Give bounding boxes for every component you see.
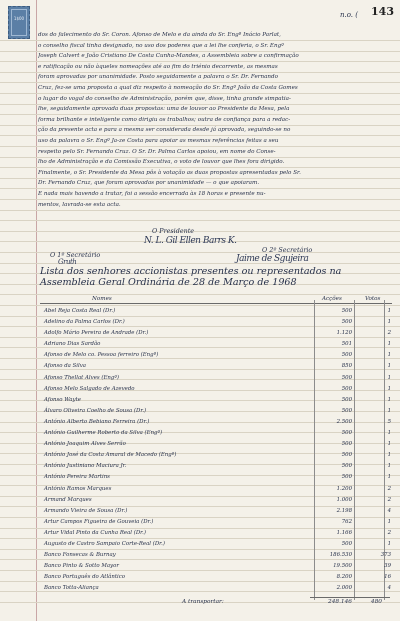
minutes-line: Cruz, fez-se uma proposta a qual diz respeito à nomeação do Sr. Engº João da Costa Gomes <box>38 84 298 91</box>
shareholder-name: Adolfo Mário Pereira de Andrade (Dr.) <box>44 330 149 337</box>
total-rule <box>310 597 390 598</box>
shares-value: 500 <box>341 396 352 403</box>
shareholder-name: Abel Reja Costa Real (Dr.) <box>44 308 116 314</box>
shares-value: 500 <box>341 430 352 437</box>
ruled-line <box>0 220 400 221</box>
table-row <box>40 484 392 495</box>
shareholder-name: Afonso Wayte <box>44 396 81 403</box>
table-row <box>40 439 392 450</box>
votes-value: 1 <box>387 396 391 403</box>
minutes-line: Dr. Fernando Cruz, que foram aprovadas por unanimidade — o que apoiaram. <box>38 180 260 187</box>
minutes-line: forma brilhante e inteligente como dirigiu os trabalhos; outra de confiança para a redac- <box>38 116 291 123</box>
shareholder-name: Banco Português do Atlântico <box>44 574 126 581</box>
shareholder-name: Augusto de Castro Sampaio Corte-Real (Dr.) <box>44 540 165 547</box>
minutes-line: foram aprovadas por unanimidade. Posto seguidamente a palavra o Sr. Dr. Fernando <box>38 74 278 81</box>
table-row <box>40 328 392 339</box>
minutes-text <box>38 30 390 210</box>
shareholder-name: António Ramos Marques <box>44 485 112 492</box>
votes-value: 2 <box>387 496 391 503</box>
votes-value: 1 <box>387 385 391 392</box>
shareholder-name: Banco Pinto & Sotto Mayor <box>44 563 119 570</box>
votes-value: 1 <box>387 352 391 359</box>
shareholder-name: Afonso da Silva <box>44 363 87 370</box>
table-row <box>40 306 392 317</box>
shares-value: 500 <box>341 319 352 326</box>
shareholder-name: Adelino da Palma Carlos (Dr.) <box>44 319 125 326</box>
shares-value: 500 <box>341 407 352 414</box>
shareholder-table <box>40 306 392 594</box>
shareholder-name: Álvaro Oliveira Coelho de Sousa (Dr.) <box>44 407 147 414</box>
second-secretary-signature: Jaime de Sgujeira <box>236 254 309 264</box>
table-row <box>40 495 392 506</box>
total-label: A transportar: <box>182 599 224 605</box>
shares-value: 2.198 <box>336 507 352 514</box>
table-row <box>40 572 392 583</box>
shares-value: 1.000 <box>336 496 352 503</box>
votes-value: 4 <box>387 507 391 514</box>
table-row <box>40 428 392 439</box>
table-row <box>40 539 392 550</box>
shareholder-name: Adriano Dias Sardão <box>44 341 101 348</box>
shareholder-name: António Guilherme Roberto da Silva (Engº) <box>44 430 163 437</box>
presidente-signature: N. L. Gil Ellen Barrs K. <box>144 236 237 246</box>
votes-value: 1 <box>387 319 391 326</box>
minutes-line: e ratificação ou não àqueles nomeações até ao fim do triénio decorrente, as mesmas <box>38 63 278 70</box>
votes-value: 5 <box>387 418 391 425</box>
corner-mark: n.o. ( <box>339 11 358 19</box>
shares-value: 500 <box>341 452 352 459</box>
shareholder-name: Afonso Melo Salgado de Azevedo <box>44 385 135 392</box>
table-row <box>40 450 392 461</box>
table-row <box>40 517 392 528</box>
votes-value: 1 <box>387 430 391 437</box>
votes-value: 2 <box>387 485 391 492</box>
shares-value: 1.200 <box>336 485 352 492</box>
shares-value: 1.120 <box>336 330 352 337</box>
total-shares: 248.146 <box>328 599 352 605</box>
shares-value: 186.530 <box>329 552 352 559</box>
votes-value: 1 <box>387 407 391 414</box>
minutes-line: o lugar do vogal do conselho de Administração, porém que, disse, tinha grande simpatia- <box>38 95 291 102</box>
minutes-line: dos do falecimento do Sr. Coron. Afonso de Melo e da ainda do Sr. Engº Inácio Parlat, <box>38 32 281 38</box>
shares-value: 500 <box>341 474 352 481</box>
minutes-line: lho de Administração e da Comissão Executiva, o voto de louvor que lhes fora dirigido. <box>38 159 285 166</box>
shares-value: 19.500 <box>333 563 352 570</box>
minutes-line: Joseph Calvert e João Cristiano De Costa Cunha-Mandes, a Assembleia sobre a confirmação <box>38 53 299 60</box>
shares-value: 500 <box>341 463 352 470</box>
shareholder-name: Artur Campos Figueira de Gouveia (Dr.) <box>44 518 154 525</box>
table-row <box>40 395 392 406</box>
fiscal-stamp-icon <box>8 6 30 39</box>
votes-value: 39 <box>384 563 391 570</box>
votes-value: 373 <box>380 552 391 559</box>
shares-value: 500 <box>341 441 352 448</box>
votes-value: 1 <box>387 441 391 448</box>
shares-value: 1.166 <box>336 529 352 536</box>
minutes-line: ção da presente acta e para a mesma ser considerada desde já aprovada, seguindo-se no <box>38 127 291 134</box>
minutes-line: E nada mais havendo a tratar, foi a sessão encerrada às 18 horas e presente nu- <box>38 190 266 197</box>
votes-value: 2 <box>387 529 391 536</box>
page-number: 143 <box>371 5 394 18</box>
table-row <box>40 317 392 328</box>
table-row <box>40 583 392 594</box>
table-row <box>40 373 392 384</box>
shareholder-name: Armando Vieira de Sousa (Dr.) <box>44 507 128 514</box>
shares-value: 2.000 <box>336 585 352 592</box>
shareholder-name: Armand Marques <box>44 496 92 503</box>
shares-value: 850 <box>341 363 352 370</box>
shares-value: 500 <box>341 385 352 392</box>
second-secretary-label: O 2º Secretário <box>262 246 313 254</box>
table-row <box>40 361 392 372</box>
stamp-border <box>11 9 27 36</box>
minutes-line: respeito pelo Sr. Fernando Cruz. O Sr. Dr. Palma Carlos apoiou, em nome do Conse- <box>38 148 276 155</box>
shareholder-name: Banco Totta-Aliança <box>44 585 99 592</box>
votes-value: 1 <box>387 474 391 481</box>
votes-value: 2 <box>387 330 391 337</box>
shares-value: 501 <box>341 341 352 348</box>
table-row <box>40 339 392 350</box>
table-row <box>40 506 392 517</box>
presidente-label: O Presidente <box>152 227 195 235</box>
votes-value: 1 <box>387 518 391 525</box>
header-shares: Acções <box>322 296 342 302</box>
table-row <box>40 406 392 417</box>
shareholder-name: António Alberto Bebiano Ferreira (Dr.) <box>44 418 150 425</box>
shares-value: 500 <box>341 374 352 381</box>
votes-value: 1 <box>387 341 391 348</box>
minutes-line: lhe, seguidamente aprovada duas propostas: uma de louvor ao Presidente da Mesa, pela <box>38 106 290 113</box>
list-title: Lista dos senhores accionistas presentes ou representados na Assembleia Geral Ordinária de 28 de Março de 1968 <box>40 266 342 288</box>
table-row <box>40 461 392 472</box>
header-votes: Votos <box>365 296 381 302</box>
shares-value: 762 <box>341 518 352 525</box>
table-row <box>40 472 392 483</box>
shares-value: 8.200 <box>336 574 352 581</box>
ruled-line <box>0 231 400 232</box>
table-row <box>40 417 392 428</box>
header-rule <box>40 303 392 304</box>
shareholder-name: António Pereira Martins <box>44 474 110 481</box>
shareholder-name: António Joaquim Alves Serrão <box>44 441 126 448</box>
votes-value: 1 <box>387 308 391 314</box>
shareholder-name: Artur Vidal Pinto da Cunha Real (Dr.) <box>44 529 146 536</box>
shares-value: 500 <box>341 308 352 314</box>
shareholder-name: Afonso Thellat Alves (Engº) <box>44 374 119 381</box>
table-row <box>40 384 392 395</box>
shareholder-name: António Justiniano Maciura Jr. <box>44 463 127 470</box>
votes-value: 4 <box>387 585 391 592</box>
shares-value: 2.500 <box>336 418 352 425</box>
first-secretary-label: O 1º Secretário <box>50 251 101 259</box>
minutes-line: mentos, lavrada-se esta acta. <box>38 201 121 208</box>
shareholder-name: Banco Fonsecas & Burnay <box>44 552 116 559</box>
shareholder-name: António José da Costa Amaral de Macedo (Engº) <box>44 452 177 459</box>
table-row <box>40 350 392 361</box>
votes-value: 1 <box>387 540 391 547</box>
shares-value: 500 <box>341 352 352 359</box>
minutes-line: o conselho fiscal tinha designado, no uso dos poderes que a lei lhe conferia, o Sr. Engº <box>38 42 284 49</box>
first-secretary-signature: Gruth <box>58 258 77 266</box>
minutes-line: uso da palavra o Sr. Engº Ja-ze Costa para apoiar as mesmas referências feitas a seu <box>38 137 279 144</box>
table-row <box>40 550 392 561</box>
table-row <box>40 561 392 572</box>
stamp-value: 1$00 <box>13 16 25 21</box>
votes-value: 1 <box>387 452 391 459</box>
shares-value: 500 <box>341 540 352 547</box>
votes-value: 1 <box>387 374 391 381</box>
table-row <box>40 528 392 539</box>
votes-value: 1 <box>387 363 391 370</box>
shareholder-name: Afonso de Melo co. Pessoa ferreiro (Engº) <box>44 352 159 359</box>
header-names: Nomes <box>92 296 112 302</box>
votes-value: 1 <box>387 463 391 470</box>
total-votes: 480 <box>370 599 382 605</box>
votes-value: 16 <box>384 574 391 581</box>
minutes-line: Finalmente, o Sr. Presidente da Mesa pôs à votação as duas propostas apresentadas pelo Sr. <box>38 169 301 176</box>
